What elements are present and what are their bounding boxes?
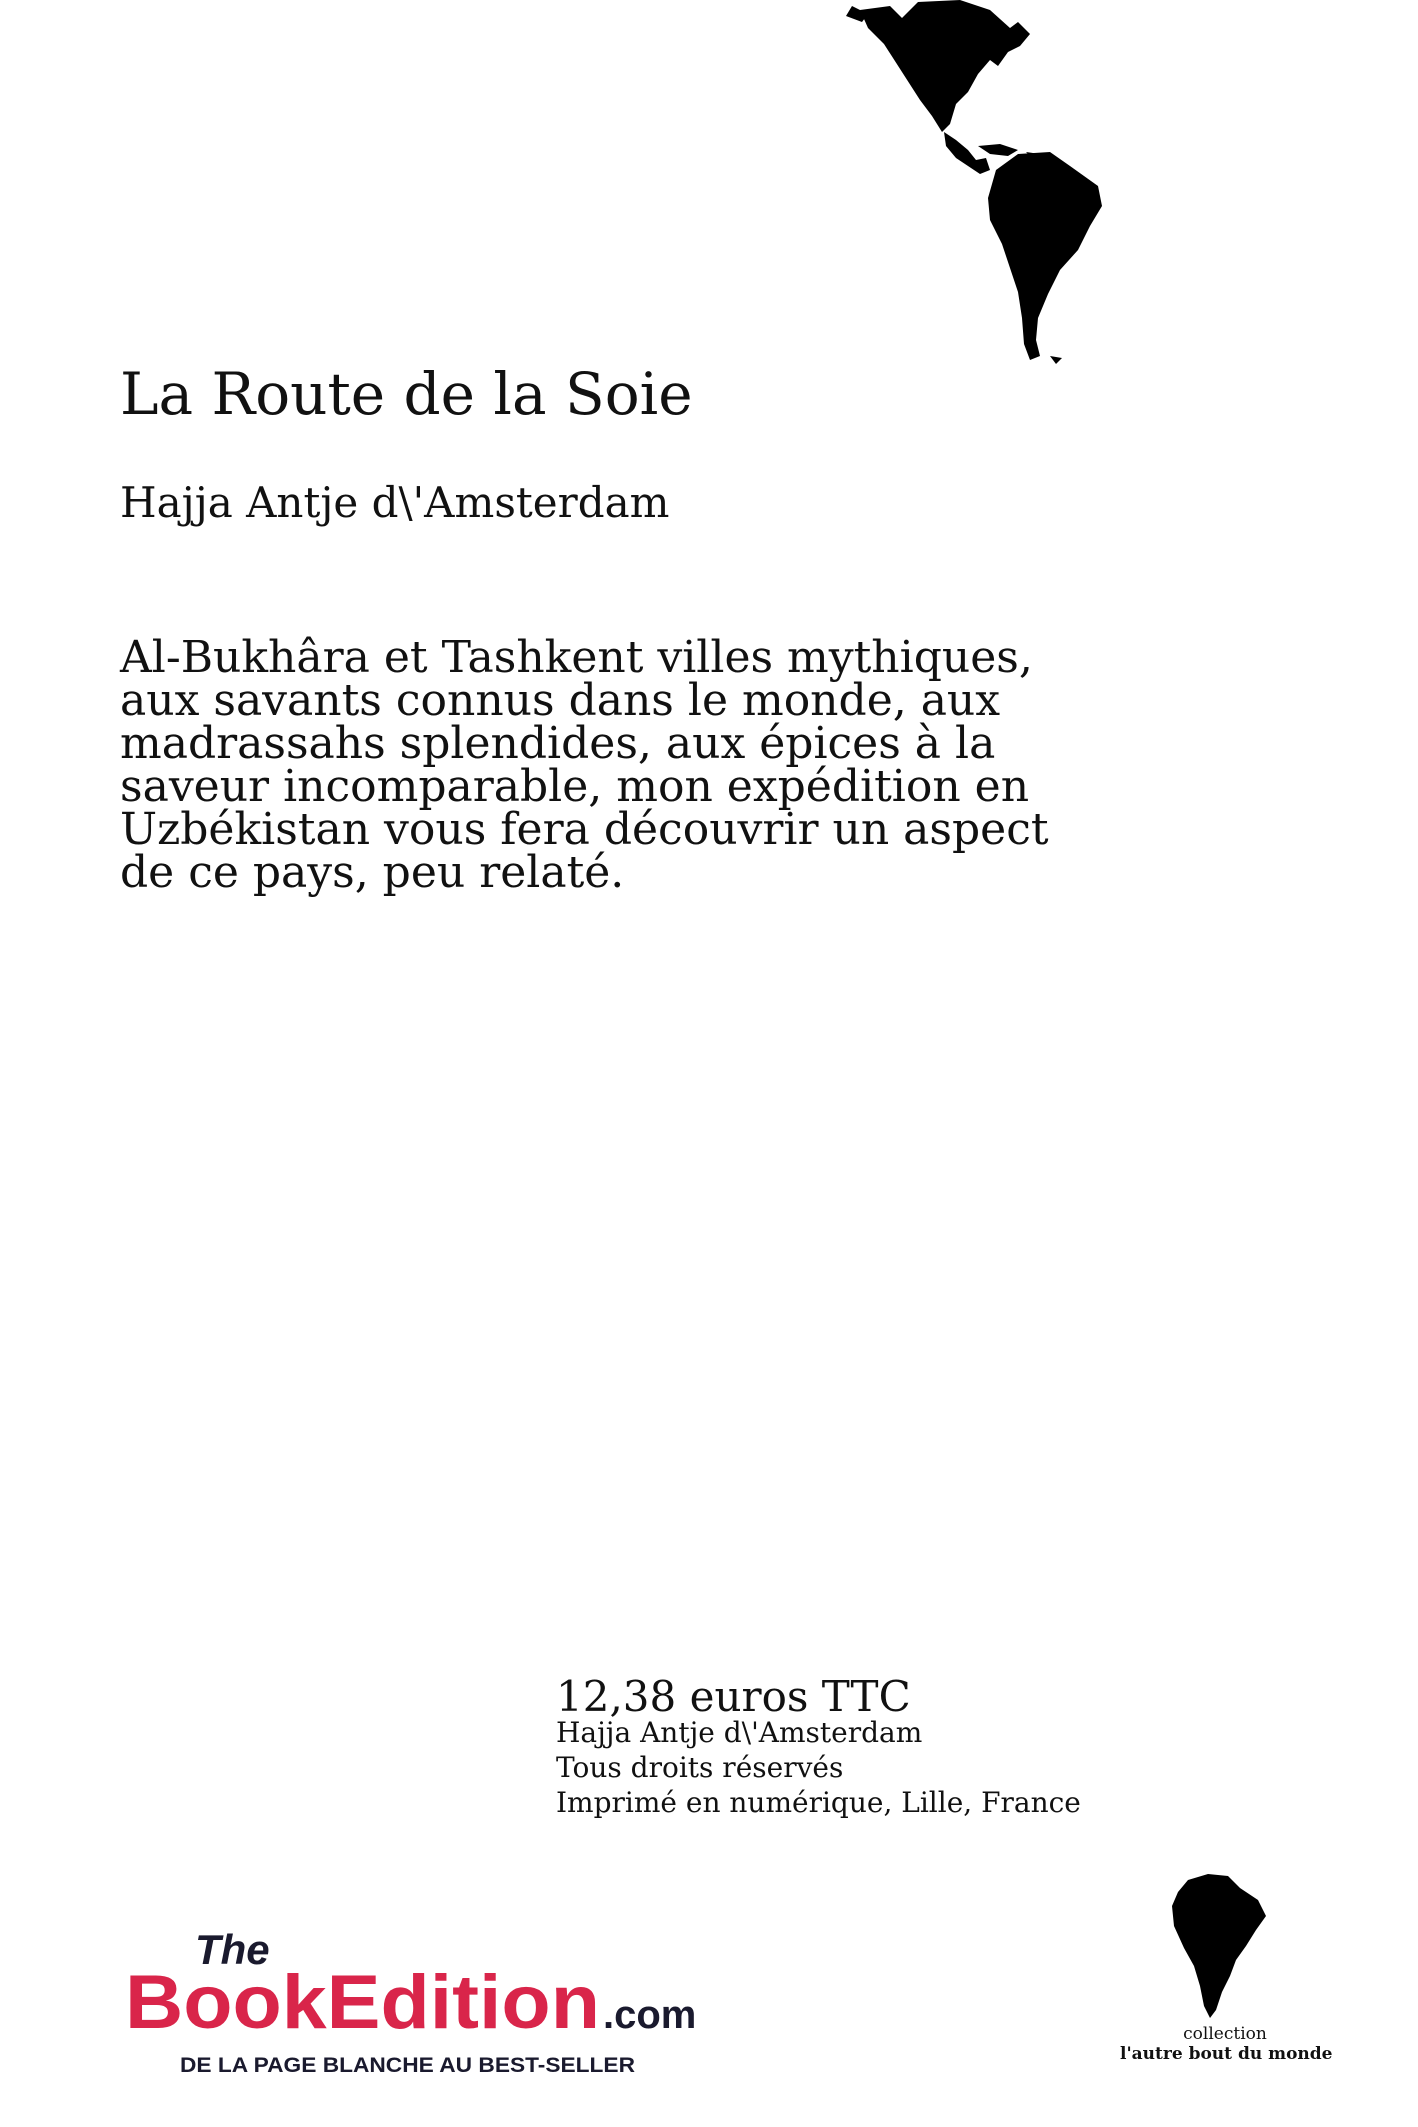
logo-the: The — [195, 1926, 270, 1973]
imprint-rights: Tous droits réservés — [556, 1751, 844, 1784]
book-blurb — [120, 632, 1049, 898]
logo-name: BookEdition — [125, 1960, 600, 2045]
logo-tld: .com — [603, 1993, 697, 2037]
blurb-line: aux savants connus dans le monde, aux — [120, 675, 1001, 726]
blurb-line: Uzbékistan vous fera découvrir un aspect — [120, 804, 1049, 855]
blurb-line: de ce pays, peu relaté. — [120, 847, 625, 898]
imprint-printed: Imprimé en numérique, Lille, France — [556, 1786, 1081, 1819]
collection-caption: collection — [1183, 2024, 1267, 2044]
logo-tagline: DE LA PAGE BLANCHE AU BEST-SELLER — [180, 2054, 635, 2077]
collection-label — [1120, 2024, 1333, 2064]
imprint-block — [556, 1715, 1081, 1820]
blurb-line: Al-Bukhâra et Tashkent villes mythiques, — [120, 632, 1033, 683]
americas-map-icon — [840, 0, 1260, 370]
bookedition-logo — [120, 1918, 720, 2098]
book-author: Hajja Antje d\'Amsterdam — [120, 478, 670, 527]
blurb-line: saveur incomparable, mon expédition en — [120, 761, 1030, 812]
price: 12,38 euros TTC — [556, 1672, 911, 1721]
blurb-line: madrassahs splendides, aux épices à la — [120, 718, 996, 769]
collection-name: l'autre bout du monde — [1120, 2044, 1333, 2064]
south-america-icon — [1170, 1870, 1270, 2020]
book-title: La Route de la Soie — [120, 360, 693, 428]
imprint-author: Hajja Antje d\'Amsterdam — [556, 1716, 923, 1749]
